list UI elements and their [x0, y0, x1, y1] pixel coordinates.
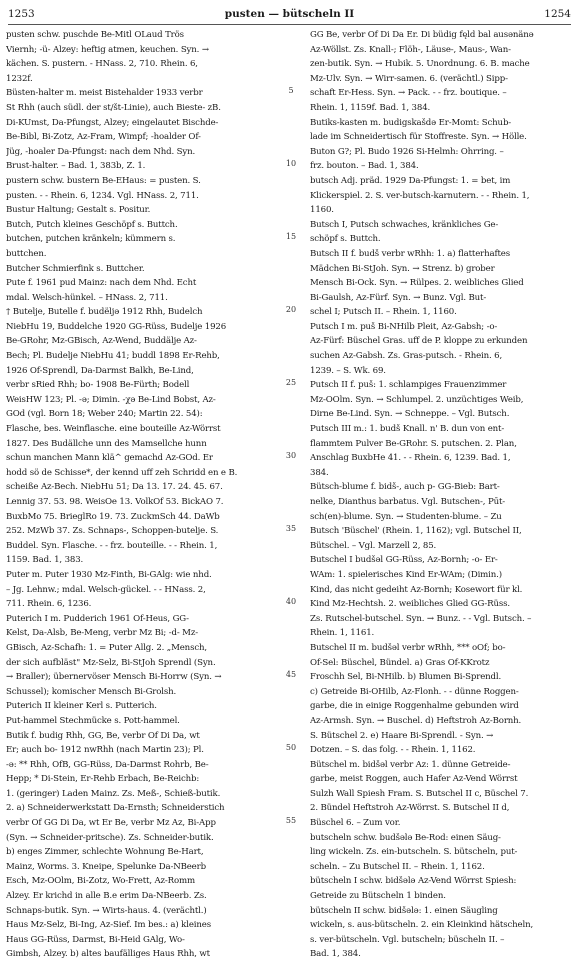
text-line: Viernh; -ü- Alzey: heftig atmen, keuchen. Syn. →	[6, 44, 209, 55]
text-line: Esch, Mz-OOlm, Bi-Zotz, Wo-Frett, Az-Romm	[6, 876, 196, 887]
text-line: pustern schw. bustern Be-EHaus: = pusten. S.	[6, 175, 201, 186]
line-number: 40	[285, 597, 297, 607]
text-line: c) Getreide Bi-OHilb, Az-Flonh. - - dünne Roggen-	[310, 686, 519, 697]
text-line: butscheln schw. budšələ Be-Rod: einen Säug-	[310, 832, 501, 843]
text-line: S. Bütschel 2. e) Haare Bi-Sprendl. - Syn. →	[310, 730, 494, 741]
text-line: Butiks-kasten m. budigskašdə Er-Momt: Schub-	[310, 117, 512, 128]
text-line: Kind, das nicht gedeiht Az-Bornh; Kosewort für kl.	[310, 584, 523, 595]
text-line: nelke, Dianthus barbatus. Vgl. Butschen-, Pūt-	[310, 497, 506, 507]
text-line: mdal. Welsch-hünkel. – HNass. 2, 711.	[6, 292, 168, 303]
text-line: 252. MzWb 37. Zs. Schnaps-, Schoppen-butelje. S.	[6, 526, 219, 537]
text-line: 1. (geringer) Laden Mainz. Zs. Meß-, Schieß-butik.	[6, 788, 221, 799]
text-line: schöpf s. Buttch.	[310, 234, 381, 245]
text-line: Haus Mz-Selz, Bi-Ing, Az-Sief. Im bes.: a) kleines	[6, 920, 211, 931]
text-line: Az-Armsh. Syn. → Buschel. d) Heftstroh Az-Bornh.	[310, 715, 522, 726]
text-line: Puter m. Puter 1930 Mz-Finth, Bi-GAlg: wie nhd.	[6, 569, 212, 580]
text-line: Flasche, bes. Weinflasche. eine bouteille Az-Wörrst	[6, 424, 221, 435]
text-line: pusten schw. puschde Be-Mitl OLaud Trös	[6, 30, 184, 40]
text-line: garbe, die in einige Roggenhalme gebunden wird	[310, 701, 519, 712]
text-line: bütscheln II schw. bidšələ: 1. einen Säugling	[310, 905, 498, 916]
text-line: † Butelje, Butelle f. budëljə 1912 Rhh, Budelch	[6, 307, 203, 318]
line-number: 5	[288, 86, 294, 96]
text-line: Getreide zu Bütscheln 1 binden.	[310, 891, 446, 902]
text-line: Bütschel. – Vgl. Marzell 2, 85.	[310, 540, 437, 551]
text-line: Mädchen Bi-StJoh. Syn. → Strenz. b) grober	[310, 263, 495, 274]
text-line: Butik f. budig Rhh, GG, Be, verbr Of Di Da, wt	[6, 730, 200, 741]
text-line: Butschel I budšəl GG-Rüss, Az-Bornh; -o- Er-	[310, 555, 498, 566]
text-line: garbe, meist Roggen, auch Hafer Az-Vend Wörrst	[310, 774, 518, 785]
text-line: Kind Mz-Hechtsh. 2. weibliches Glied GG-Rüss.	[310, 599, 510, 610]
line-number: 30	[285, 451, 297, 461]
header-rule	[8, 24, 571, 25]
text-line: flammtem Pulver Be-GRohr. S. putschen. 2. Plan,	[310, 438, 517, 449]
text-line: lade im Schneidertisch für Stoffreste. Syn. → Hölle.	[310, 132, 527, 143]
text-line: Butcher Schmierfink s. Buttcher.	[6, 263, 145, 274]
text-line: Puterich I m. Pudderich 1961 Of-Heus, GG-	[6, 613, 189, 624]
page-number-left: 1253	[8, 8, 35, 20]
text-line: 1926 Of-Sprendl, Da-Darmst Balkh, Be-Lind,	[6, 365, 194, 376]
right-column	[310, 28, 572, 962]
text-line: Bad. 1, 384.	[310, 949, 361, 960]
text-line: Putsch II f. puš: 1. schlampiges Frauenzimmer	[310, 380, 507, 391]
text-line: GOd (vgl. Born 18; Weber 240; Martin 22. 54):	[6, 409, 203, 420]
text-line: Mensch Bi-Ock. Syn. → Rülpes. 2. weibliches Glied	[310, 278, 524, 289]
text-line: Bütsch-blume f. bidš-, auch p- GG-Bieb: Bart-	[310, 482, 500, 493]
text-line: GBisch, Az-Schafh: 1. = Puter Allg. 2. „Mensch,	[6, 642, 207, 653]
line-number: 15	[285, 232, 297, 242]
text-line: Froschh Sel, Bi-NHilb. b) Blumen Bi-Sprendl.	[310, 672, 502, 683]
text-line: Az-Wöllst. Zs. Knall-; Flöh-, Läuse-, Maus-, Wan-	[310, 44, 511, 55]
text-line: → Braller); übernervöser Mensch Bi-Horrw (Syn. →	[6, 672, 222, 683]
text-line: verbr sRied Rhh; bo- 1908 Be-Fürth; Bodell	[6, 380, 190, 391]
text-line: Pute f. 1961 pud Mainz: nach dem Nhd. Echt	[6, 278, 197, 289]
text-line: 1160.	[310, 205, 334, 216]
text-line: kächen. S. pustern. - HNass. 2, 710. Rhein. 6,	[6, 59, 198, 70]
text-line: scheiße Az-Bech. NiebHu 51; Da 13. 17. 24. 45. 67.	[6, 482, 223, 493]
text-line: Buton G?; Pl. Budo 1926 Si-Helmh: Ohrring. –	[310, 146, 504, 157]
text-line: schaft Er-Hess. Syn. → Pack. - - frz. boutique. –	[310, 88, 507, 99]
text-line: WAm: 1. spielerisches Kind Er-WAm; (Dimin.)	[310, 569, 502, 580]
text-line: Jüg, -hoaler Da-Pfungst: nach dem Nhd. Syn.	[6, 146, 196, 157]
line-number: 25	[285, 378, 297, 388]
text-line: Butsch I, Putsch schwaches, kränkliches Ge-	[310, 219, 499, 230]
text-line: butchen, putchen kränkeln; kümmern s.	[6, 234, 176, 245]
text-line: 1159. Bad. 1, 383.	[6, 555, 84, 566]
text-line: frz. bouton. – Bad. 1, 384.	[310, 161, 419, 172]
line-number-gutter	[278, 28, 304, 888]
text-line: s. ver-bütscheln. Vgl. butscheln; büscheln II. –	[310, 934, 505, 945]
text-line: Kelst, Da-Alsb, Be-Meng, verbr Mz Bi; -d- Mz-	[6, 628, 198, 639]
text-line: Of-Sel: Büschel, Bündel. a) Gras Of-KKrotz	[310, 657, 490, 668]
text-line: Be-GRohr, Mz-GBisch, Az-Wend, Buddälje Az-	[6, 336, 197, 347]
page-header	[8, 8, 571, 24]
text-line: Dotzen. – S. das folg. - - Rhein. 1, 1162.	[310, 745, 476, 756]
line-number: 45	[285, 670, 297, 680]
text-line: bütscheln I schw. bidšələ Az-Vend Wörrst Spiesh:	[310, 876, 517, 887]
text-line: 1232f.	[6, 73, 33, 84]
text-line: Put-hammel Stechmücke s. Pott-hammel.	[6, 715, 180, 726]
text-line: Lennig 37. 53. 98. WeisOe 13. VolkOf 53. BickAO 7.	[6, 497, 224, 507]
text-line: wickeln, s. aus-bütscheln. 2. ein Kleinkind hätscheln,	[310, 920, 534, 931]
page-number-right: 1254	[544, 8, 571, 20]
text-line: Schussel); komischer Mensch Bi-Grolsh.	[6, 686, 177, 697]
text-line: 2. a) Schneiderwerkstatt Da-Ernsth; Schneiderstich	[6, 803, 225, 814]
text-line: Büsten-halter m. meist Bistehalder 1933 verbr	[6, 88, 203, 99]
text-line: Di-KUmst, Da-Pfungst, Alzey; eingelautet Bischde-	[6, 117, 219, 128]
line-number: 35	[285, 524, 297, 534]
text-line: suchen Az-Gabsh. Zs. Gras-putsch. - Rhein. 6,	[310, 351, 503, 362]
text-line: Be-Bibl, Bi-Zotz, Az-Fram, Wimpf; -hoalder Of-	[6, 132, 201, 143]
text-line: Butsch 'Büschel' (Rhein. 1, 1162); vgl. Butschel II,	[310, 526, 522, 537]
text-line: b) enges Zimmer, schlechte Wohnung Be-Hart,	[6, 847, 204, 858]
line-number: 55	[285, 816, 297, 826]
text-line: Er; auch bo- 1912 nwRhh (nach Martin 23); Pl.	[6, 745, 204, 756]
text-line: ling wickeln. Zs. ein-butscheln. S. bütscheln, put-	[310, 847, 518, 858]
text-line: Rhein. 1, 1161.	[310, 628, 375, 639]
text-line: Haus GG-Rüss, Darmst, Bi-Heid GAlg, Wo-	[6, 934, 185, 945]
text-line: Alzey. Er krichd in alle B.e erim Da-NBeerb. Zs.	[6, 891, 207, 902]
text-line: butsch Adj. präd. 1929 Da-Pfungst: 1. = bet, im	[310, 175, 511, 186]
text-line: Butch, Putch kleines Geschöpf s. Buttch.	[6, 219, 178, 230]
text-line: -ə: ** Rhh, OfB, GG-Rüss, Da-Darmst Rohrb, Be-	[6, 759, 209, 770]
text-line: Mz-Ulv. Syn. → Wirr-samen. 6. (verächtl.) Sipp-	[310, 73, 508, 84]
text-line: 1239. – S. Wk. 69.	[310, 365, 386, 376]
text-line: schel I; Putsch II. – Rhein. 1, 1160.	[310, 307, 457, 318]
text-line: 711. Rhein. 6, 1236.	[6, 599, 92, 610]
text-line: Mz-OOlm. Syn. → Schlumpel. 2. unzüchtiges Weib,	[310, 394, 524, 405]
text-line: Brust-halter. – Bad. 1, 383b, Z. 1.	[6, 161, 146, 172]
text-line: Schnaps-butik. Syn. → Wirts-haus. 4. (verächtl.)	[6, 905, 207, 916]
text-line: Putsch I m. puš Bi-NHilb Pleit, Az-Gabsh; -o-	[310, 321, 498, 332]
left-column	[6, 28, 268, 962]
text-line: Bütschel m. bidšəl verbr Az: 1. dünne Getreide-	[310, 759, 511, 770]
text-line: WeisHW 123; Pl. -ə; Dimin. -χə Be-Lind Bobst, Az-	[6, 394, 216, 405]
text-line: Putsch III m.: 1. budš Knall. n' B. dun von ent-	[310, 424, 505, 435]
text-line: Az-Fürf: Büschel Gras. uff de P. kloppe zu erkunden	[310, 336, 528, 347]
text-line: Butschel II m. budšəl verbr wRhh, *** oOf; bo-	[310, 642, 506, 653]
text-line: pusten. - - Rhein. 6, 1234. Vgl. HNass. 2, 711.	[6, 190, 199, 201]
text-line: sch(en)-blume. Syn. → Studenten-blume. – Zu	[310, 511, 502, 522]
text-line: 2. Bündel Heftstroh Az-Wörrst. S. Butschel II d,	[310, 803, 510, 814]
text-line: Rhein. 1, 1159f. Bad. 1, 384.	[310, 102, 431, 113]
text-line: Klickerspiel. 2. S. ver-butsch-karnutern. - - Rhein. 1,	[310, 190, 530, 201]
text-line: NiebHu 19, Buddelche 1920 GG-Rüss, Budelje 1926	[6, 321, 227, 332]
text-line: zen-butik. Syn. → Hubik. 5. Unordnung. 6. B. mache	[310, 59, 530, 70]
line-number: 20	[285, 305, 297, 315]
line-number: 10	[285, 159, 297, 169]
text-line: (Syn. → Schneider-pritsche). Zs. Schneider-butik.	[6, 832, 214, 843]
text-line: Bech; Pl. Budelje NiebHu 41; buddl 1898 Er-Rehb,	[6, 351, 220, 362]
text-line: Puterich II kleiner Kerl s. Putterich.	[6, 701, 157, 712]
text-line: Hepp; * Di-Stein, Er-Rehb Erbach, Be-Reichb:	[6, 774, 200, 785]
text-line: Mainz, Worms. 3. Kneipe, Spelunke Da-NBeerb	[6, 861, 206, 872]
text-line: 1827. Des Budällche unn des Mamsellche hunn	[6, 438, 207, 449]
text-line: BuxbMo 75. BrieglRo 19. 73. ZuckmSch 44. DaWb	[6, 511, 220, 522]
text-line: schun manchen Mann klä^ gemachd Az-GOd. Er	[6, 453, 213, 464]
text-line: Sulzh Wall Spiesh Fram. S. Butschel II c, Büschel 7.	[310, 788, 529, 799]
running-head: pusten — bütscheln II	[224, 8, 355, 20]
text-line: 384.	[310, 467, 329, 478]
text-line: Zs. Rutschel-butschel. Syn. → Bunz. - - Vgl. Butsch. –	[310, 613, 532, 624]
line-number: 50	[285, 743, 297, 753]
text-line: Bi-Gaulsh, Az-Fürf. Syn. → Bunz. Vgl. But-	[310, 292, 487, 303]
text-line: St Rhh (auch südl. der st/št-Linie), auch Bieste- zB.	[6, 102, 221, 113]
text-line: Dirne Be-Lind. Syn. → Schneppe. – Vgl. Butsch.	[310, 409, 510, 420]
text-line: der sich aufbläst" Mz-Selz, Bi-StJoh Sprendl (Syn.	[6, 657, 216, 668]
text-line: GG Be, verbr Of Di Da Er. Di büdig fęld bal ausənänə	[310, 30, 534, 40]
text-line: Anschlag BuxbHe 41. - - Rhein. 6, 1239. Bad. 1,	[310, 453, 511, 464]
text-line: – Jg. Lehnw.; mdal. Welsch-gückel. - - HNass. 2,	[6, 584, 206, 595]
text-line: Gimbsh, Alzey. b) altes baufälliges Haus Rhh, wt	[6, 949, 210, 960]
text-line: buttchen.	[6, 248, 47, 259]
text-line: verbr Of GG Di Da, wt Er Be, verbr Mz Az, Bi-App	[6, 818, 216, 829]
text-line: Büschel 6. – Zum vor.	[310, 818, 401, 829]
text-line: Bustur Haltung; Gestalt s. Positur.	[6, 205, 151, 216]
text-line: hodd sö de Schisse*, der kennd uff zeh Schridd en e B.	[6, 467, 238, 478]
text-line: Buddel. Syn. Flasche. - - frz. bouteille. - - Rhein. 1,	[6, 540, 218, 551]
text-line: Butsch II f. budš verbr wRhh: 1. a) flatterhaftes	[310, 248, 510, 259]
text-line: scheln. – Zu Butschel II. – Rhein. 1, 1162.	[310, 861, 485, 872]
